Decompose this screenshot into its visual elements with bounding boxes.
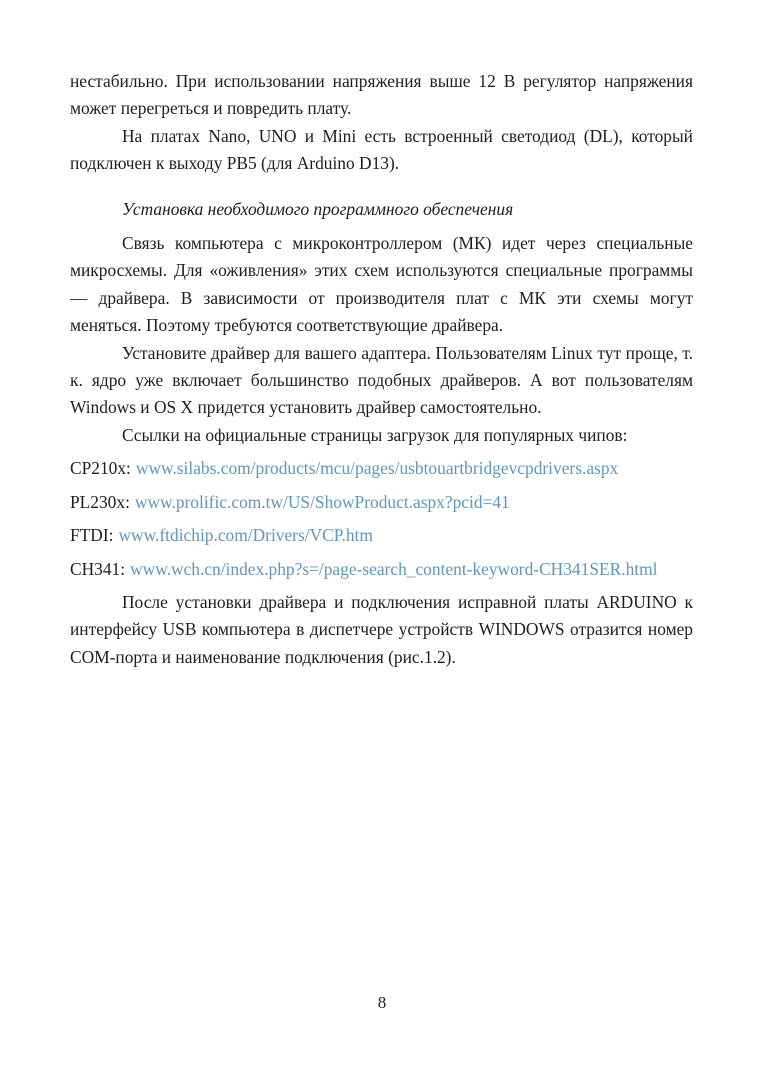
paragraph-install-driver: Установите драйвер для вашего адаптера. Пользователям Linux тут проще, т. к. ядро уже включает большинство подобных драйверов. А вот пользователям Windows и OS X придется установить драйвер самостоятельно. — [70, 342, 693, 418]
driver-download-link[interactable]: www.silabs.com/products/mcu/pages/usbtouartbridgevcpdrivers.aspx — [135, 458, 619, 479]
driver-links-list — [70, 455, 693, 583]
driver-link-row-cp210x — [70, 455, 693, 482]
paragraph-after-install: После установки драйвера и подключения исправной платы ARDUINO к интерфейсу USB компьютера в диспетчере устройств WINDOWS отразится номер COM-порта и наименование подключения (рис.1.2). — [70, 591, 693, 667]
paragraph-builtin-led: На платах Nano, UNO и Mini есть встроенный светодиод (DL), который подключен к выходу PB5 (для Arduino D13). — [70, 125, 693, 174]
section-heading-software-install: Установка необходимого программного обеспечения — [122, 198, 514, 219]
paragraph-mcu-communication: Связь компьютера с микроконтроллером (МК) идет через специальные микросхемы. Для «оживления» этих схем используются специальные программы — драйвера. В зависимости от производителя плат с МК эти схемы могут меняться. Поэтому требуются соответствующие драйвера. — [70, 233, 693, 336]
driver-link-row-ftdi — [70, 522, 693, 549]
page-content — [70, 68, 693, 671]
chip-name-label: CH341: — [70, 558, 126, 579]
driver-download-link[interactable]: www.wch.cn/index.php?s=/page-search_content-keyword-CH341SER.html — [130, 558, 658, 579]
chip-name-label: PL230x: — [70, 491, 130, 512]
paragraph-voltage-warning: нестабильно. При использовании напряжения выше 12 В регулятор напряжения может перегреться и повредить плату. — [70, 71, 693, 119]
driver-download-link[interactable]: www.prolific.com.tw/US/ShowProduct.aspx?pcid=41 — [134, 491, 510, 512]
driver-link-row-pl230x — [70, 489, 693, 516]
driver-download-link[interactable]: www.ftdichip.com/Drivers/VCP.htm — [118, 525, 373, 546]
page-number: 8 — [377, 993, 387, 1012]
paragraph-links-intro: Ссылки на официальные страницы загрузок для популярных чипов: — [122, 424, 628, 445]
driver-link-row-ch341 — [70, 556, 693, 583]
chip-name-label: FTDI: — [70, 525, 114, 546]
chip-name-label: CP210x: — [70, 458, 131, 479]
